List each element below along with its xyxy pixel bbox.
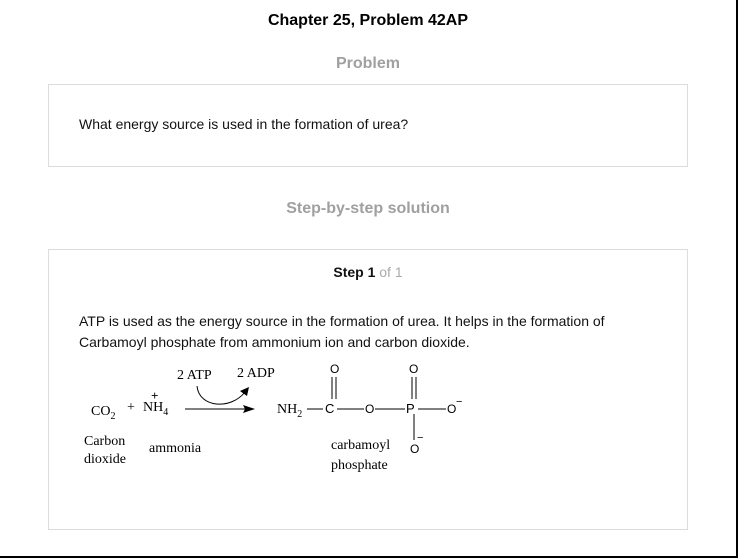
reaction-scheme <box>79 360 499 478</box>
carbonyl-oxygen: O <box>330 362 340 376</box>
step-number: Step 1 <box>333 264 376 280</box>
adp-label: 2 ADP <box>237 366 275 381</box>
product-label-line1: carbamoyl <box>331 438 391 453</box>
curved-arrowhead-icon <box>240 387 249 396</box>
carbon-atom: C <box>325 401 335 416</box>
step-indicator <box>49 264 687 280</box>
nh2-group: $NH_2$ <box>277 402 303 420</box>
problem-question: What energy source is used in the formation of urea? <box>79 116 409 132</box>
problem-box <box>48 84 688 167</box>
page-title: Chapter 25, Problem 42AP <box>267 12 469 29</box>
solution-text: ATP is used as the energy source in the formation of urea. It helps in the formation of Carbamoyl phosphate from ammonium ion and carbon dioxide. <box>79 313 605 350</box>
right-oxygen-charge: − <box>456 396 463 408</box>
phosphoryl-oxygen: O <box>409 362 419 376</box>
co2-label-line2: dioxide <box>84 452 126 467</box>
co2-label-line1: Carbon <box>84 434 126 449</box>
co2-formula: $CO_2$ <box>91 404 116 422</box>
step-total: of 1 <box>379 264 403 280</box>
nh4-label: ammonia <box>149 441 202 456</box>
problem-heading: Problem <box>335 55 400 72</box>
bridge-oxygen: O <box>365 402 375 416</box>
bottom-oxygen: O <box>410 442 420 456</box>
solution-box <box>48 249 688 530</box>
nh4-charge: + <box>151 388 159 403</box>
atp-curved-arrow <box>197 386 245 404</box>
nh4-formula: $NH_4$ <box>143 400 169 418</box>
atp-label: 2 ATP <box>177 368 212 383</box>
product-label-line2: phosphate <box>331 458 388 473</box>
phosphorus-atom: P <box>406 401 415 416</box>
right-oxygen: O <box>447 402 457 416</box>
plus-sign: + <box>127 400 135 415</box>
bottom-oxygen-charge: − <box>417 432 424 444</box>
solution-heading: Step-by-step solution <box>286 200 450 217</box>
